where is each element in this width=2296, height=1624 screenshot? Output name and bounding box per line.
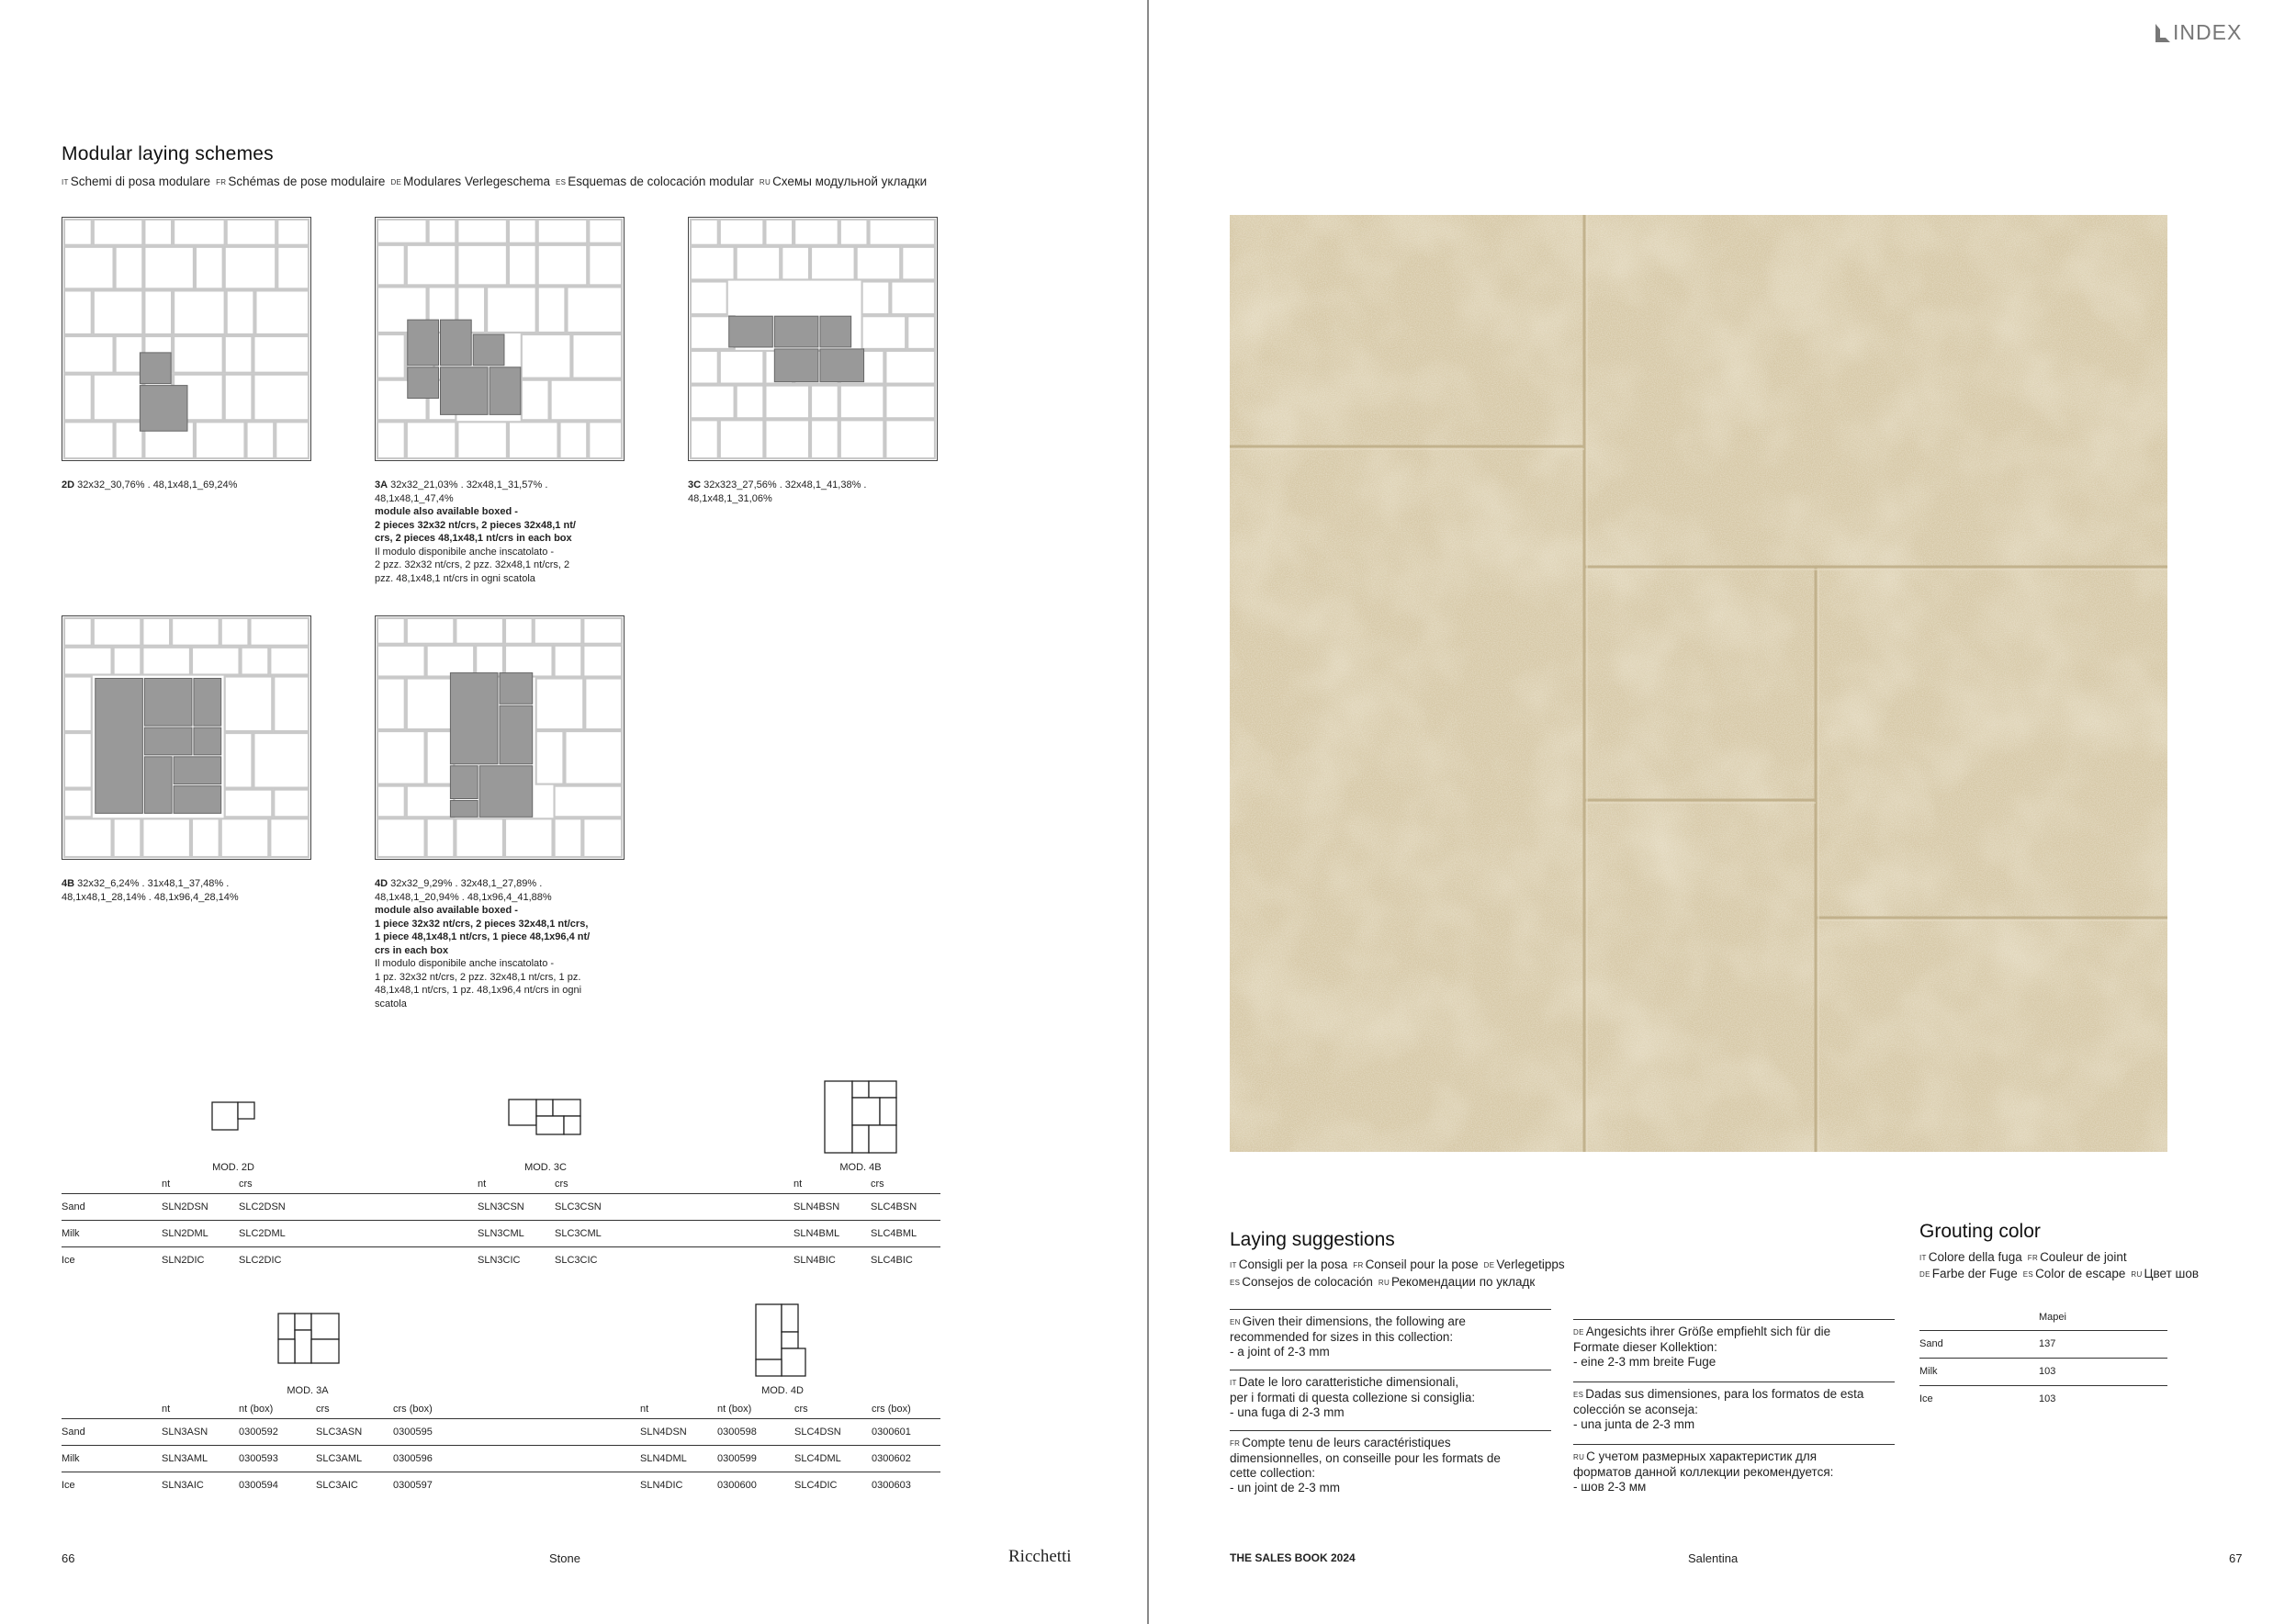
mod-3c-icon bbox=[508, 1099, 583, 1135]
translation-text: Couleur de joint bbox=[2040, 1250, 2127, 1264]
index-label: INDEX bbox=[2173, 20, 2243, 44]
laying-translations-1 bbox=[1230, 1257, 1570, 1271]
scheme-3a-diagram bbox=[375, 217, 625, 461]
language-code: DE bbox=[390, 178, 402, 186]
language-code: RU bbox=[759, 178, 771, 186]
language-code: FR bbox=[2027, 1254, 2039, 1262]
table-mod-3c: nt crs SLN3CSN SLC3CSN SLN3CML SLC3CML SLN3CIC SLC3CIC bbox=[377, 1179, 693, 1273]
scheme-3c-caption: 3C 32x323_27,56% . 32x48,1_41,38% . 48,1x48,1_31,06% bbox=[688, 479, 867, 504]
scheme-3a-svg bbox=[376, 218, 624, 460]
page-number-left: 66 bbox=[62, 1551, 75, 1565]
suggestion-line: форматов данной коллекции рекомендуется: bbox=[1573, 1465, 1834, 1479]
language-code: IT bbox=[1230, 1261, 1237, 1269]
mod-4b-icon bbox=[824, 1080, 899, 1154]
language-code: RU bbox=[1378, 1279, 1390, 1287]
language-code: DE bbox=[1483, 1261, 1495, 1269]
title-translations bbox=[62, 175, 932, 188]
suggestion-line: - шов 2-3 мм bbox=[1573, 1480, 1647, 1494]
suggestion-line: - a joint of 2-3 mm bbox=[1230, 1345, 1330, 1359]
table-mod-4d: nt nt (box) crs crs (box) SLN4DSN 0300598 SLC4DSN 0300601 SLN4DML 0300599 SLC4DML 0300602 SLN4DIC 0300600 SLC4DIC 0300603 bbox=[640, 1404, 940, 1498]
translation-text: Consigli per la posa bbox=[1238, 1257, 1348, 1271]
translation-text: Рекомендации по укладк bbox=[1391, 1275, 1536, 1289]
suggestion-line: - una junta de 2-3 mm bbox=[1573, 1417, 1695, 1431]
language-code: IT bbox=[1230, 1379, 1237, 1387]
suggestion-line: cette collection: bbox=[1230, 1466, 1316, 1480]
suggestion-de bbox=[1573, 1319, 1895, 1370]
table-row: Milk SLN2DML SLC2DML bbox=[62, 1220, 377, 1246]
table-row: Milk 103 bbox=[1919, 1358, 2167, 1385]
language-code: ES bbox=[1230, 1279, 1241, 1287]
scheme-4b-svg bbox=[62, 616, 310, 859]
language-code: IT bbox=[1919, 1254, 1927, 1262]
sales-book-label: THE SALES BOOK 2024 bbox=[1230, 1551, 1356, 1564]
translation-text: Colore della fuga bbox=[1928, 1250, 2022, 1264]
scheme-4d-svg bbox=[376, 616, 624, 859]
translation-text: Цвет шов bbox=[2144, 1267, 2200, 1280]
suggestion-en bbox=[1230, 1309, 1551, 1359]
mod-3a-label: MOD. 3A bbox=[287, 1385, 329, 1396]
footer-section: Stone bbox=[549, 1551, 580, 1565]
suggestion-es bbox=[1573, 1382, 1895, 1432]
table-mod-3a: nt nt (box) crs crs (box) Sand SLN3ASN 0300592 SLC3ASN 0300595 Milk SLN3AML 0300593 SLC3AML 0300596 Ice SLN3AIC 0300594 SLC3AIC 0300597 bbox=[62, 1404, 640, 1498]
table-mod-2d: nt crs Sand SLN2DSN SLC2DSN Milk SLN2DML SLC2DML Ice SLN2DIC SLC2DIC bbox=[62, 1179, 377, 1273]
language-code: ES bbox=[1573, 1391, 1584, 1399]
index-arrow-icon bbox=[2153, 22, 2171, 44]
suggestion-line: ES Dadas sus dimensiones, para los formatos de esta bbox=[1573, 1387, 1864, 1401]
grout-table bbox=[1919, 1312, 2167, 1413]
suggestion-line: EN Given their dimensions, the following are bbox=[1230, 1314, 1466, 1328]
table-row: SLN4BIC SLC4BIC bbox=[693, 1246, 940, 1273]
index-link[interactable] bbox=[2153, 20, 2242, 45]
mod-2d-icon bbox=[211, 1101, 255, 1131]
mod-2d-label: MOD. 2D bbox=[212, 1162, 254, 1173]
scheme-2d-caption: 2D 32x32_30,76% . 48,1x48,1_69,24% bbox=[62, 479, 238, 491]
stone-floor-image bbox=[1230, 215, 2167, 1152]
grouting-color-title: Grouting color bbox=[1919, 1221, 2041, 1242]
suggestion-line: - una fuga di 2-3 mm bbox=[1230, 1405, 1345, 1419]
language-code: DE bbox=[1919, 1270, 1930, 1279]
translation-text: Verlegetipps bbox=[1496, 1257, 1565, 1271]
laying-suggestions-title: Laying suggestions bbox=[1230, 1229, 1395, 1250]
translation-text: Схемы модульной укладки bbox=[772, 175, 928, 188]
page-spine bbox=[1147, 0, 1149, 1624]
suggestion-ru bbox=[1573, 1444, 1895, 1494]
language-code: DE bbox=[1573, 1328, 1584, 1336]
scheme-3a-caption: 3A 32x32_21,03% . 32x48,1_31,57% . 48,1x48,1_47,4% module also available boxed - 2 pieces 32x32 nt/crs, 2 pieces 32x48,1 nt/ crs, 2 pieces 48,1x48,1 nt/crs in each box Il modulo disponibile anche inscatolato - 2 pzz. 32x32 nt/crs, 2 pzz. 32x48,1 nt/crs, 2 pzz. 48,1x48,1 nt/crs in ogni scatola bbox=[375, 479, 576, 584]
scheme-4b-diagram bbox=[62, 615, 311, 860]
suggestion-line: IT Date le loro caratteristiche dimensionali, bbox=[1230, 1375, 1459, 1389]
language-code: ES bbox=[556, 178, 567, 186]
language-code: RU bbox=[2131, 1270, 2143, 1279]
table-row: SLN3CSN SLC3CSN bbox=[377, 1193, 693, 1220]
suggestion-line: FR Compte tenu de leurs caractéristiques bbox=[1230, 1436, 1451, 1449]
brand-logo: Ricchetti bbox=[1008, 1547, 1072, 1566]
scheme-3c-svg bbox=[689, 218, 937, 460]
collection-name: Salentina bbox=[1688, 1551, 1739, 1565]
table-row: Ice SLN3AIC 0300594 SLC3AIC 0300597 bbox=[62, 1472, 640, 1498]
translation-text: Esquemas de colocación modular bbox=[568, 175, 754, 188]
scheme-4d-diagram bbox=[375, 615, 625, 860]
translation-text: Schemi di posa modulare bbox=[70, 175, 211, 188]
translation-text: Farbe der Fuge bbox=[1931, 1267, 2018, 1280]
suggestion-it bbox=[1230, 1370, 1551, 1420]
page-title: Modular laying schemes bbox=[62, 143, 274, 164]
scheme-4b-caption: 4B 32x32_6,24% . 31x48,1_37,48% . 48,1x48,1_28,14% . 48,1x96,4_28,14% bbox=[62, 878, 239, 903]
table-row: SLN3CML SLC3CML bbox=[377, 1220, 693, 1246]
language-code: EN bbox=[1230, 1318, 1241, 1326]
laying-translations-2 bbox=[1230, 1275, 1540, 1289]
language-code: ES bbox=[2022, 1270, 2034, 1279]
translation-text: Schémas de pose modulaire bbox=[228, 175, 386, 188]
suggestion-line: dimensionnelles, on conseille pour les formats de bbox=[1230, 1451, 1501, 1465]
grout-translations-1 bbox=[1919, 1250, 2133, 1264]
mod-4d-icon bbox=[755, 1303, 806, 1379]
scheme-3c-diagram bbox=[688, 217, 938, 461]
table-mod-4b: nt crs SLN4BSN SLC4BSN SLN4BML SLC4BML SLN4BIC SLC4BIC bbox=[693, 1179, 940, 1273]
table-row: SLN4DML 0300599 SLC4DML 0300602 bbox=[640, 1445, 940, 1472]
suggestion-line: per i formati di questa collezione si consiglia: bbox=[1230, 1391, 1476, 1404]
suggestion-line: - eine 2-3 mm breite Fuge bbox=[1573, 1355, 1716, 1369]
language-code: IT bbox=[62, 178, 69, 186]
scheme-2d-diagram bbox=[62, 217, 311, 461]
table-row: SLN4BML SLC4BML bbox=[693, 1220, 940, 1246]
mod-4b-label: MOD. 4B bbox=[839, 1162, 882, 1173]
suggestion-line: colección se aconseja: bbox=[1573, 1403, 1698, 1416]
grout-brand-header: Mapei bbox=[2039, 1312, 2066, 1323]
language-code: FR bbox=[216, 178, 227, 186]
translation-text: Conseil pour la pose bbox=[1365, 1257, 1479, 1271]
table-row: Milk SLN3AML 0300593 SLC3AML 0300596 bbox=[62, 1445, 640, 1472]
suggestion-fr bbox=[1230, 1430, 1551, 1495]
suggestion-line: Formate dieser Kollektion: bbox=[1573, 1340, 1717, 1354]
table-row: Ice SLN2DIC SLC2DIC bbox=[62, 1246, 377, 1273]
mod-3a-icon bbox=[277, 1313, 342, 1364]
mod-3c-label: MOD. 3C bbox=[524, 1162, 567, 1173]
language-code: FR bbox=[1353, 1261, 1364, 1269]
table-row: SLN4DSN 0300598 SLC4DSN 0300601 bbox=[640, 1418, 940, 1445]
grout-translations-2 bbox=[1919, 1267, 2204, 1280]
suggestion-line: - un joint de 2-3 mm bbox=[1230, 1481, 1341, 1494]
language-code: RU bbox=[1573, 1453, 1585, 1461]
suggestion-line: DE Angesichts ihrer Größe empfiehlt sich für die bbox=[1573, 1325, 1831, 1338]
table-row: Ice 103 bbox=[1919, 1385, 2167, 1413]
translation-text: Modulares Verlegeschema bbox=[403, 175, 550, 188]
product-photo bbox=[1230, 215, 2167, 1152]
translation-text: Color de escape bbox=[2035, 1267, 2126, 1280]
translation-text: Consejos de colocación bbox=[1242, 1275, 1373, 1289]
table-row: Sand SLN3ASN 0300592 SLC3ASN 0300595 bbox=[62, 1418, 640, 1445]
table-row: SLN4BSN SLC4BSN bbox=[693, 1193, 940, 1220]
scheme-4d-caption: 4D 32x32_9,29% . 32x48,1_27,89% . 48,1x48,1_20,94% . 48,1x96,4_41,88% module also available boxed - 1 piece 32x32 nt/crs, 2 pieces 32x48,1 nt/crs, 1 piece 48,1x48,1 nt/crs, 1 piece 48,1x96,4 nt/ crs in each box Il modulo disponibile anche inscatolato - 1 pz. 32x32 nt/crs, 2 pzz. 32x48,1 nt/crs, 1 pz. 48,1x48,1 nt/crs, 1 pz. 48,1x96,4 nt/crs in ogni scatola bbox=[375, 878, 591, 1009]
page-number-right: 67 bbox=[2229, 1551, 2243, 1565]
mod-4d-label: MOD. 4D bbox=[761, 1385, 804, 1396]
language-code: FR bbox=[1230, 1439, 1241, 1448]
table-row: SLN4DIC 0300600 SLC4DIC 0300603 bbox=[640, 1472, 940, 1498]
table-row: SLN3CIC SLC3CIC bbox=[377, 1246, 693, 1273]
table-row: Sand SLN2DSN SLC2DSN bbox=[62, 1193, 377, 1220]
suggestion-line: recommended for sizes in this collection: bbox=[1230, 1330, 1454, 1344]
suggestion-line: RU С учетом размерных характеристик для bbox=[1573, 1449, 1818, 1463]
scheme-2d-svg bbox=[62, 218, 310, 460]
table-row: Sand 137 bbox=[1919, 1330, 2167, 1358]
